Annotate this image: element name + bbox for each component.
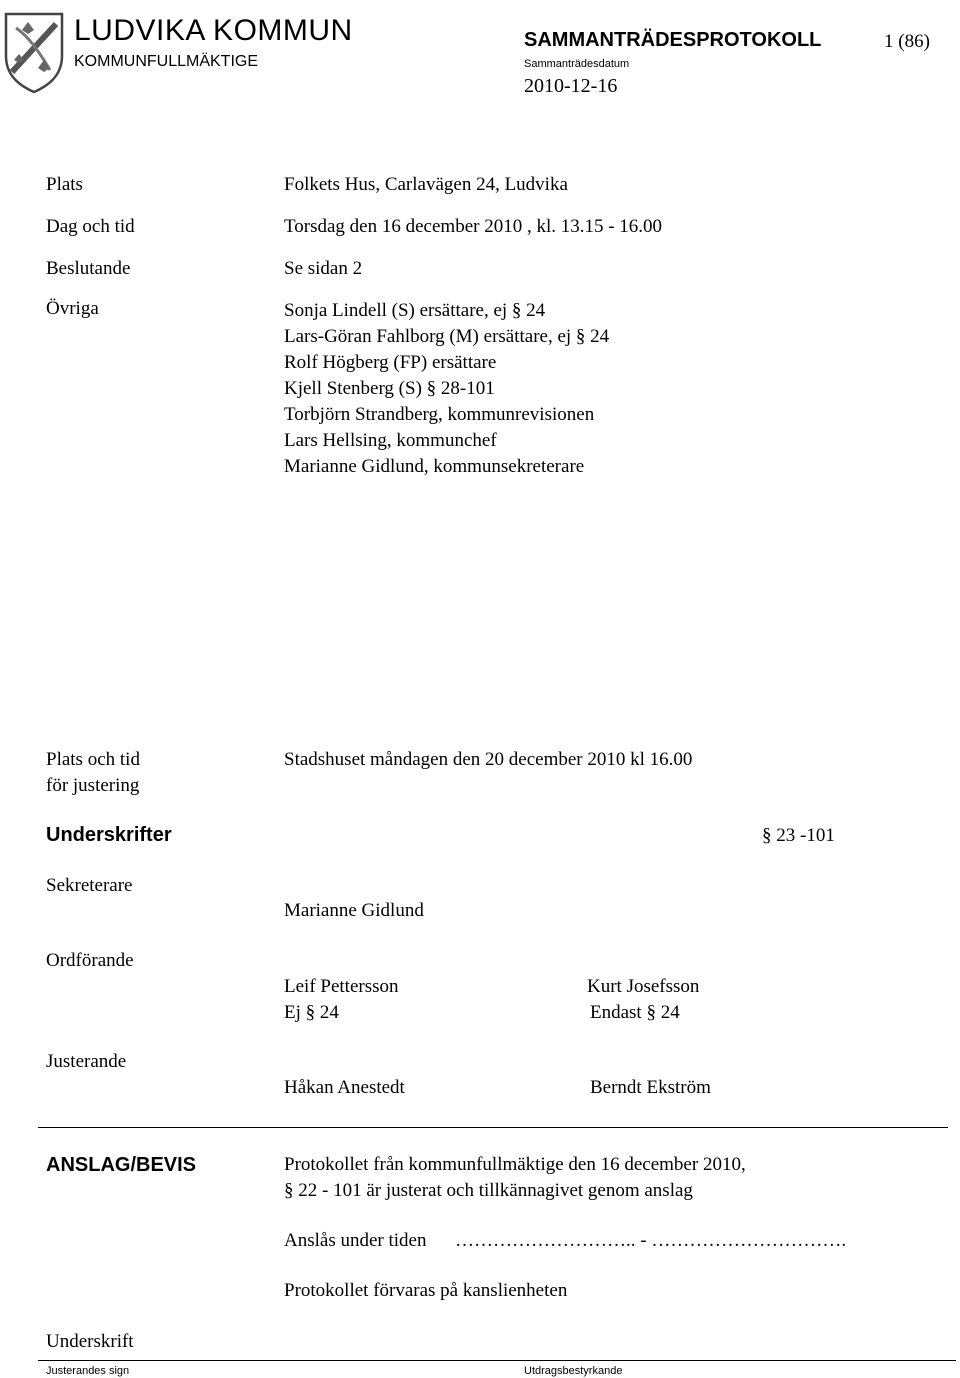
list-item: Kjell Stenberg (S) § 28-101 <box>284 378 495 399</box>
secretary-label: Sekreterare <box>46 875 133 896</box>
footer-adjuster-sign: Justerandes sign <box>46 1365 130 1377</box>
time-value: Torsdag den 16 december 2010 , kl. 13.15 - 16.00 <box>284 216 663 237</box>
storage-info: Protokollet förvaras på kanslienheten <box>284 1280 568 1301</box>
list-item: Sonja Lindell (S) ersättare, ej § 24 <box>284 300 546 321</box>
signature-label: Underskrift <box>46 1331 134 1351</box>
notice-line2: § 22 - 101 är justerat och tillkännagivet genom anslag <box>284 1180 693 1201</box>
others-label: Övriga <box>46 298 99 319</box>
footer-certification: Utdragsbestyrkande <box>524 1365 623 1377</box>
adjustment-label-line1: Plats och tid <box>46 749 140 770</box>
chair2-note: Endast § 24 <box>590 1002 680 1023</box>
secretary-name: Marianne Gidlund <box>284 900 424 921</box>
chair1-name: Leif Pettersson <box>284 976 399 997</box>
meeting-date: 2010-12-16 <box>524 75 618 97</box>
signatures-heading: Underskrifter <box>46 824 172 846</box>
footer-divider <box>38 1360 956 1361</box>
chair-label: Ordförande <box>46 950 134 971</box>
list-item: Torbjörn Strandberg, kommunrevisionen <box>284 404 595 425</box>
list-item: Lars-Göran Fahlborg (M) ersättare, ej § 24 <box>284 326 610 347</box>
deciding-label: Beslutande <box>46 258 131 279</box>
adjuster-label: Justerande <box>46 1051 127 1072</box>
adjustment-label-line2: för justering <box>46 775 140 796</box>
list-item: Marianne Gidlund, kommunsekreterare <box>284 456 585 477</box>
adjustment-value: Stadshuset måndagen den 20 december 2010 kl 16.00 <box>284 749 693 770</box>
divider <box>38 1127 948 1128</box>
posted-label: Anslås under tiden <box>284 1230 427 1251</box>
notice-heading: ANSLAG/BEVIS <box>46 1154 197 1176</box>
list-item: Rolf Högberg (FP) ersättare <box>284 352 497 373</box>
place-value: Folkets Hus, Carlavägen 24, Ludvika <box>284 174 568 195</box>
organization-unit: KOMMUNFULLMÄKTIGE <box>74 53 259 70</box>
adjuster1-name: Håkan Anestedt <box>284 1077 405 1098</box>
organization-name: LUDVIKA KOMMUN <box>74 14 353 47</box>
chair2-name: Kurt Josefsson <box>587 976 700 997</box>
page-number: 1 (86) <box>884 31 930 52</box>
adjuster2-name: Berndt Ekström <box>590 1077 711 1098</box>
paragraph-range: § 23 -101 <box>762 825 835 846</box>
notice-line1: Protokollet från kommunfullmäktige den 16 december 2010, <box>284 1154 746 1175</box>
list-item: Lars Hellsing, kommunchef <box>284 430 497 451</box>
deciding-value: Se sidan 2 <box>284 258 363 279</box>
document-title: SAMMANTRÄDESPROTOKOLL <box>524 29 822 51</box>
time-label: Dag och tid <box>46 216 135 237</box>
coat-of-arms-icon <box>2 10 66 94</box>
others-list <box>284 298 609 480</box>
meeting-date-label: Sammanträdesdatum <box>524 58 630 70</box>
chair1-note: Ej § 24 <box>284 1002 339 1023</box>
posted-period: ……………………….. - …………………………. <box>455 1230 847 1251</box>
place-label: Plats <box>46 174 83 195</box>
